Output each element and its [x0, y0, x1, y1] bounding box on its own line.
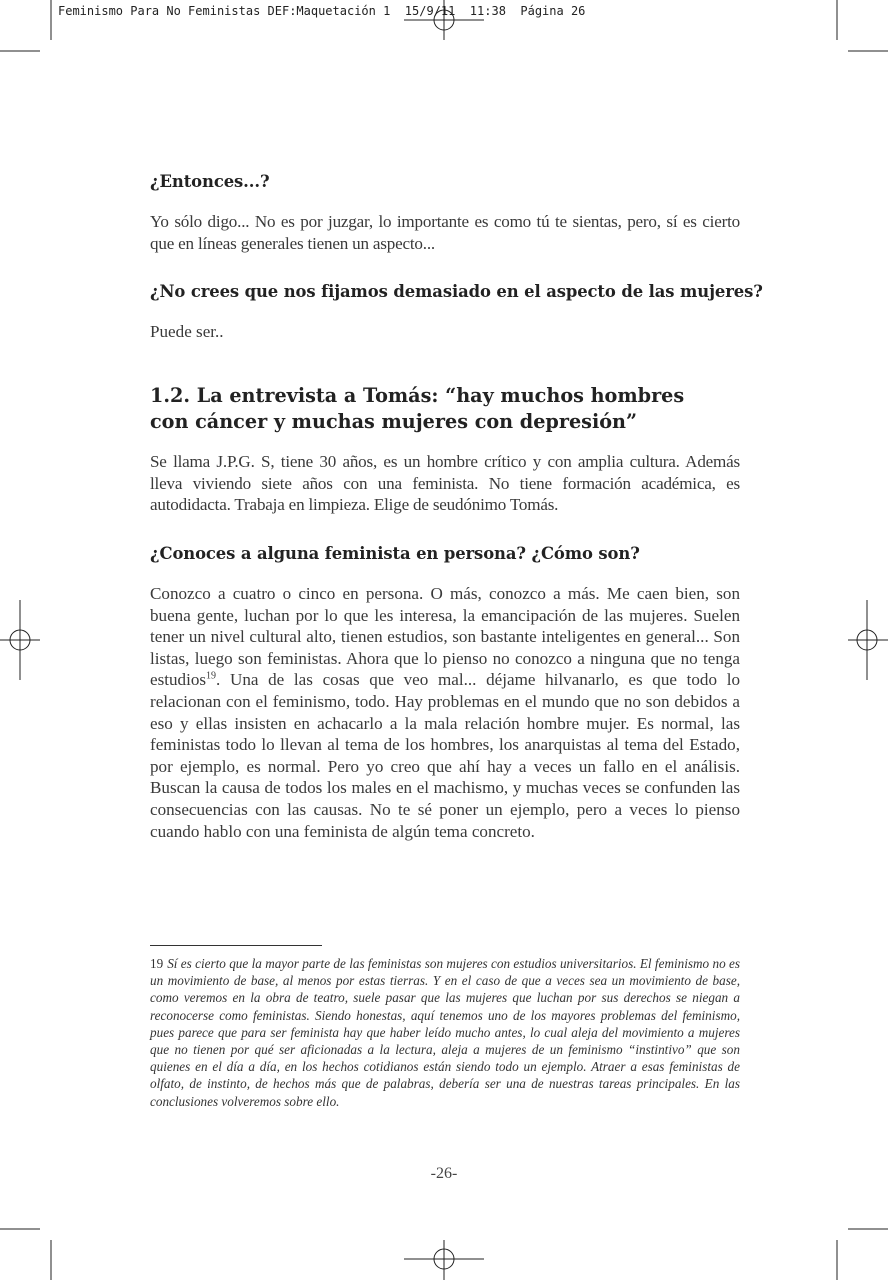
answer-text-part-1: Conozco a cuatro o cinco en persona. O más, conozco a más. Me caen bien, son buena gente, luchan por lo que les interesa, la emancipación de las mujeres. Suelen tener un nivel cultural alto, tienen estudios, son bastante inteligentes en general... Son listas, luego son feministas. Ahora que lo pienso no conozco a ninguna que no tenga estudios	[150, 584, 740, 690]
section-heading	[150, 383, 740, 435]
registration-mark-right	[848, 600, 888, 680]
registration-mark-left	[0, 600, 40, 680]
registration-mark-bottom	[404, 1240, 484, 1280]
page-number: -26-	[430, 1165, 458, 1182]
footnote-separator	[150, 945, 322, 946]
registration-mark-top	[404, 0, 484, 40]
section-heading-line-2: con cáncer y muchas mujeres con depresión”	[150, 410, 638, 433]
footnote-number: 19	[150, 956, 164, 971]
answer-text-part-2: . Una de las cosas que veo mal... déjame hilvanarlo, es que todo lo relacionan con el feminismo, todo. Hay problemas en el mundo que no son debidos a eso y ellas insisten en achacarlo a la mala relación hombre mujer. Es normal, las feministas todo lo llevan al tema de los hombres, los anarquistas al tema del Estado, por ejemplo, es normal. Pero yo creo que ahí hay a veces un fallo en el análisis. Buscan la causa de todos los males en el machismo, y muchas veces se confunden las consecuencias con las causas. No te sé poner un ejemplo, pero a veces lo pienso cuando hablo con una feminista de algún tema concreto.	[150, 670, 740, 841]
footnote-text: Sí es cierto que la mayor parte de las feministas son mujeres con estudios universitarios. El feminismo no es un movimiento de base, al menos por estas tierras. Y en el caso de que a veces sea un movimiento de base, como veremos en la obra de teatro, suele pasar que las mujeres que luchan por sus derechos se niegan a reconocerse como feministas. Siendo honestas, aquí tenemos uno de los mayores problemas del feminismo, pues parece que para ser feminista hay que haber leído mucho antes, lo cual aleja del movimiento a mujeres que no tienen por qué ser aficionadas a la lectura, aleja a mujeres de un feminismo “instintivo” que son quienes en el día a día, en los hechos cotidianos están siendo todo un ejemplo. Atraer a esas feministas de olfato, de instinto, de hechos más que de palabras, debería ser una de nuestras tareas principales. En las conclusiones volveremos sobre ello.	[150, 956, 740, 1109]
footnote	[150, 955, 740, 1110]
interviewee-intro: Se llama J.P.G. S, tiene 30 años, es un hombre crítico y con amplia cultura. Además lleva viviendo siete años con una feminista. No tiene formación académica, es autodidacta. Trabaja en limpieza. Elige de seudónimo Tomás.	[150, 452, 740, 515]
answer-conoces	[150, 583, 740, 842]
question-aspecto: ¿No crees que nos fijamos demasiado en el aspecto de las mujeres?	[150, 282, 763, 301]
question-entonces: ¿Entonces...?	[150, 172, 270, 191]
print-slug: Feminismo Para No Feministas DEF:Maquetación 1 15/9/11 11:38 Página 26	[58, 4, 586, 18]
answer-entonces: Yo sólo digo... No es por juzgar, lo importante es como tú te sientas, pero, sí es cierto que en líneas generales tienen un aspecto...	[150, 212, 740, 253]
footnote-reference: 19	[206, 670, 217, 682]
answer-aspecto: Puede ser..	[150, 322, 224, 341]
question-conoces: ¿Conoces a alguna feminista en persona? ¿Cómo son?	[150, 544, 640, 563]
section-heading-line-1: 1.2. La entrevista a Tomás: “hay muchos hombres	[150, 384, 685, 407]
